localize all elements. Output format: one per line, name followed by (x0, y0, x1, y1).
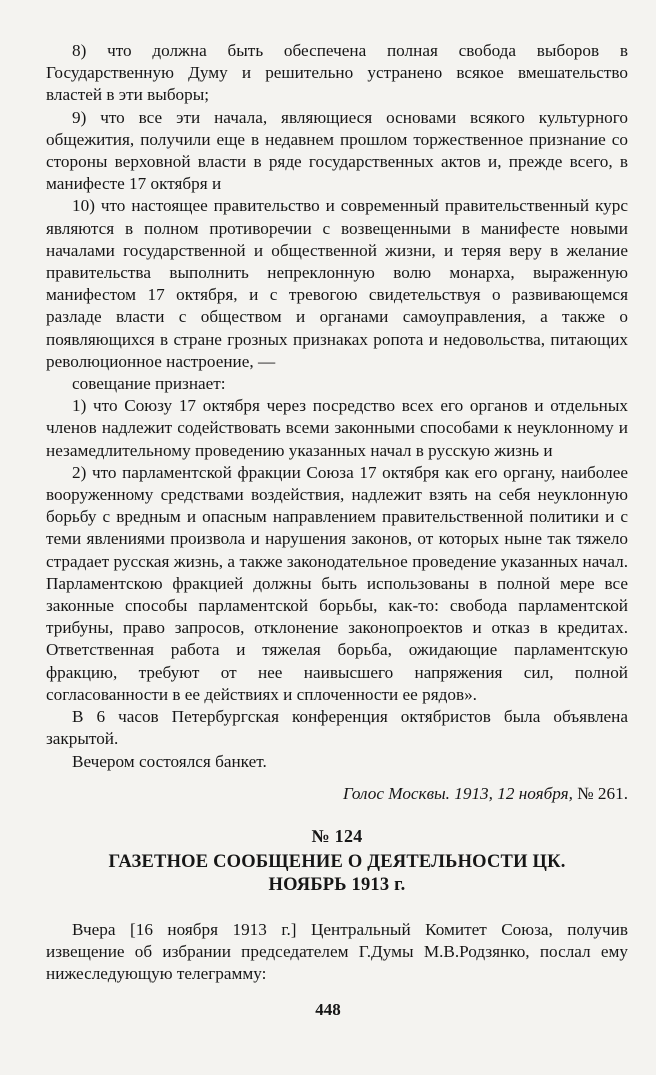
paragraph-item-8: 8) что должна быть обеспечена полная свобода выборов в Государственную Думу и решительно устранено всякое вмешательство властей в эти выборы; (46, 41, 628, 105)
document-body (46, 919, 628, 986)
source-citation-number: № 261. (577, 783, 628, 803)
paragraph-conference-resolves: совещание признает: (72, 374, 226, 394)
document-title-line-2: НОЯБРЬ 1913 г. (268, 874, 406, 895)
source-citation-text: Голос Москвы. 1913, 12 ноября, (342, 783, 573, 803)
document-number: № 124 (311, 825, 363, 846)
paragraph-banquet: Вечером состоялся банкет. (72, 751, 267, 771)
page-number: 448 (315, 1000, 341, 1019)
paragraph-item-10: 10) что настоящее правительство и современный правительственный курс являются в полном противоречии с возвещенными в манифесте новыми началами государственной и общественной жизни, и теряя веру в желание правительства выполнить непреклонную волю монарха, выраженную манифестом 17 октября, и с тревогою свидетельствуя о развивающемся разладе власти с обществом и органами самоуправления, а также о появляющихся в стране грозных признаках ропота и недовольства, питающих революционное настроение, — (46, 196, 628, 371)
document-title-line-1: ГАЗЕТНОЕ СООБЩЕНИЕ О ДЕЯТЕЛЬНОСТИ ЦК. (108, 851, 566, 872)
paragraph-resolution-1: 1) что Союзу 17 октября через посредство всех его органов и отдельных членов надлежит содействовать всеми законными способами к неуклонному и незамедлительному проведению указанных начал в русскую жизнь и (46, 396, 628, 460)
page-content (46, 40, 628, 986)
paragraph-resolution-2: 2) что парламентской фракции Союза 17 октября как его органу, наиболее вооруженному средствами воздействия, надлежит взять на себя неуклонную борьбу с вредным и опасным направлением правительственной политики и с теми явлениями произвола и нарушения законов, от которых ныне так тяжело страдает русская жизнь, а также законодательное проведение указанных начал. Парламентскою фракцией должны быть использованы в полной мере все законные способы парламентской борьбы, как-то: свобода парламентской трибуны, право запросов, отклонение законопроектов и отказ в кредитах. Ответственная работа и тяжелая борьба, ожидающие парламентскую фракцию, требуют от нее наивысшего напряжения сил, полной согласованности в ее действиях и сплоченности ее рядов». (46, 462, 628, 704)
document-body-paragraph: Вчера [16 ноября 1913 г.] Центральный Комитет Союза, получив извещение об избрании председателем Г.Думы М.В.Родзянко, послал ему нижеследующую телеграмму: (46, 919, 628, 984)
paragraph-item-9: 9) что все эти начала, являющиеся основами всякого культурного общежития, получили еще в недавнем прошлом торжественное признание со стороны верховной власти в ряде государственных актов и, прежде всего, в манифесте 17 октября и (46, 107, 628, 194)
source-citation (46, 783, 628, 805)
paragraph-conference-closed: В 6 часов Петербургская конференция октябристов была объявлена закрытой. (46, 707, 628, 749)
